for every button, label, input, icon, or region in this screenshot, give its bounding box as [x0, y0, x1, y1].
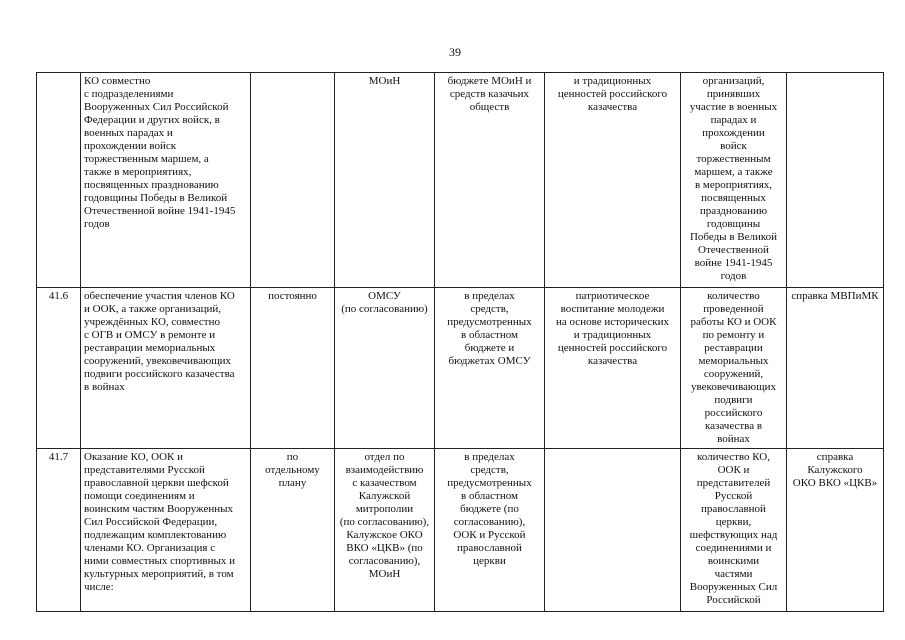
table-row: [37, 449, 884, 612]
goal-cell: [545, 449, 681, 612]
activity-cell: КО совместно с подразделениями Вооруженных Сил Российской Федерации и других войск, в военных парадах и прохождении войск торжественным маршем, а также в мероприятиях, посвященных празднованию годовщины Победы в Великой Отечественной войне 1941-1945 годов: [81, 73, 251, 288]
report-cell: справка МВПиМК: [787, 288, 884, 449]
table-row: [37, 73, 884, 288]
indicator-cell: количество КО, ООК и представителей Русской православной церкви, шефствующих над соединениями и воинскими частями Вооруженных Сил Российской: [681, 449, 787, 612]
funding-cell: в пределах средств, предусмотренных в областном бюджете (по согласованию), ООК и Русской православной церкви: [435, 449, 545, 612]
indicator-cell: количество проведенной работы КО и ООК по ремонту и реставрации мемориальных сооружений, увековечивающих подвиги российского казачества в войнах: [681, 288, 787, 449]
report-cell: [787, 73, 884, 288]
goal-cell: патриотическое воспитание молодежи на основе исторических и традиционных ценностей российского казачества: [545, 288, 681, 449]
responsible-cell: ОМСУ (по согласованию): [335, 288, 435, 449]
row-number-cell: 41.6: [37, 288, 81, 449]
indicator-cell: организаций, принявших участие в военных парадах и прохождении войск торжественным маршем, а также в мероприятиях, посвященных празднованию годовщины Победы в Великой Отечественной войне 1941-1945 годов: [681, 73, 787, 288]
report-cell: справка Калужского ОКО ВКО «ЦКВ»: [787, 449, 884, 612]
funding-cell: в пределах средств, предусмотренных в областном бюджете и бюджетах ОМСУ: [435, 288, 545, 449]
activity-cell: Оказание КО, ООК и представителями Русской православной церкви шефской помощи соединениям и воинским частям Вооруженных Сил Российской Федерации, подлежащим комплектованию членами КО. Организация с ними совместных спортивных и культурных мероприятий, в том числе:: [81, 449, 251, 612]
responsible-cell: МОиН: [335, 73, 435, 288]
responsible-cell: отдел по взаимодействию с казачеством Калужской митрополии (по согласованию), Калужское ОКО ВКО «ЦКВ» (по согласованию), МОиН: [335, 449, 435, 612]
row-number-cell: [37, 73, 81, 288]
row-number-cell: 41.7: [37, 449, 81, 612]
term-cell: постоянно: [251, 288, 335, 449]
plan-table: [36, 72, 884, 612]
term-cell: по отдельному плану: [251, 449, 335, 612]
goal-cell: и традиционных ценностей российского казачества: [545, 73, 681, 288]
activity-cell: обеспечение участия членов КО и ООК, а также организаций, учреждённых КО, совместно с ОГВ и ОМСУ в ремонте и реставрации мемориальных сооружений, увековечивающих подвиги российского казачества в войнах: [81, 288, 251, 449]
page-number: 39: [449, 45, 461, 59]
term-cell: [251, 73, 335, 288]
table-row: [37, 288, 884, 449]
funding-cell: бюджете МОиН и средств казачьих обществ: [435, 73, 545, 288]
